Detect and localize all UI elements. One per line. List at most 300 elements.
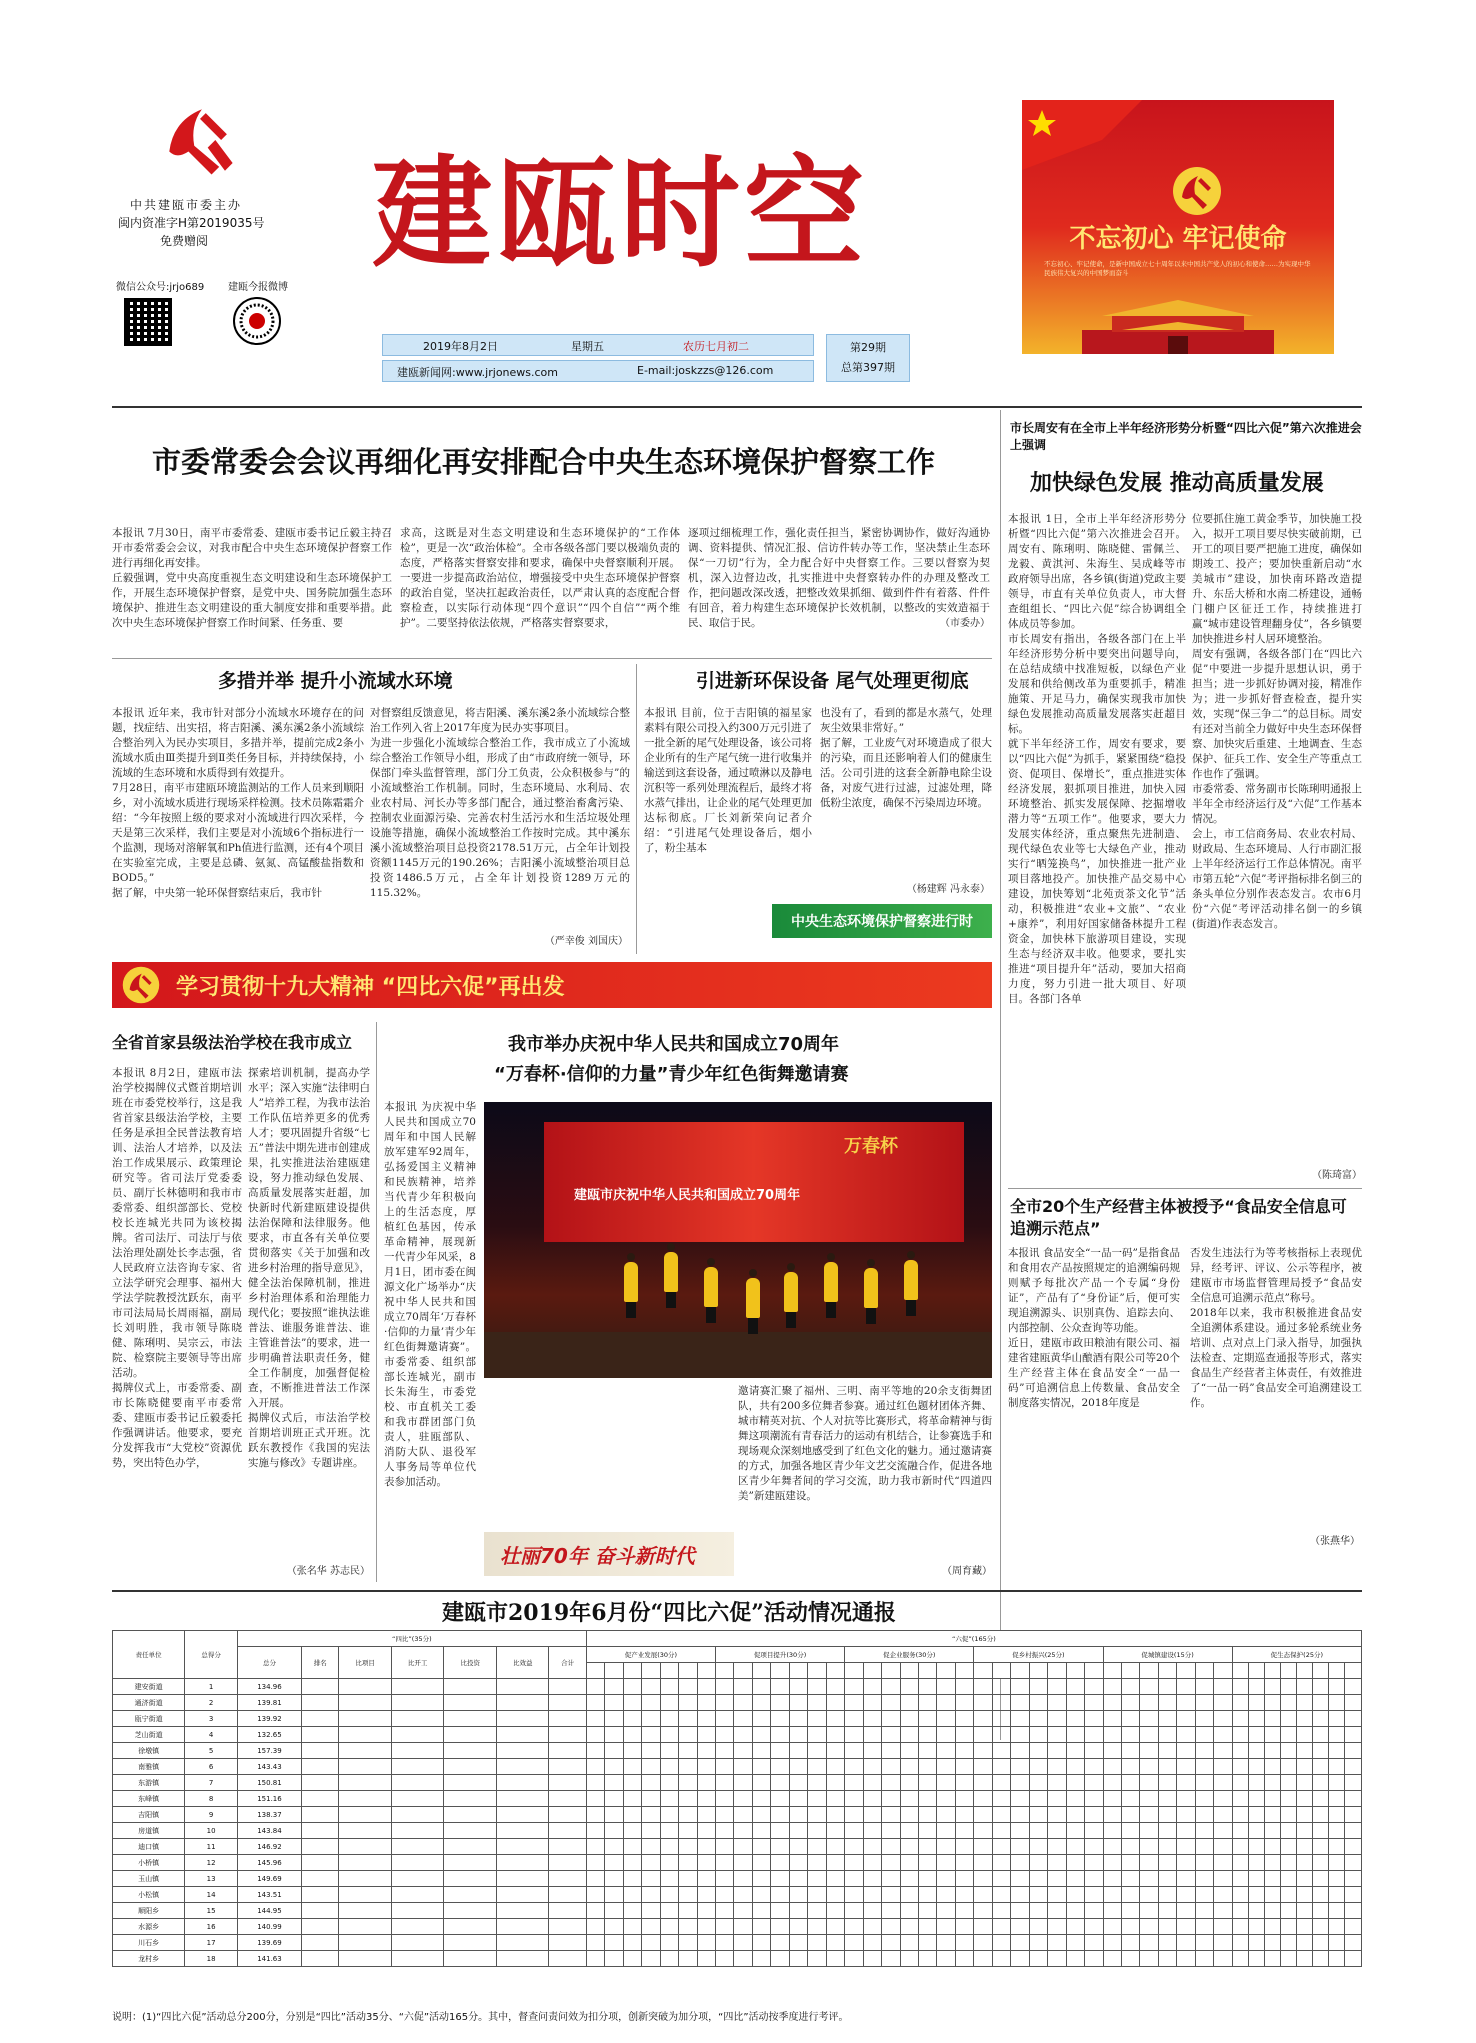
table-cell: [808, 1695, 826, 1711]
row-total: 141.63: [237, 1951, 301, 1967]
sub-group-header: 促企业服务(30分): [845, 1647, 974, 1663]
table-cell: [1281, 1695, 1297, 1711]
table-cell: [1214, 1839, 1232, 1855]
email-link[interactable]: E-mail:joskzzs@126.com: [637, 364, 774, 377]
lead-col-3: 逐项过细梳理工作，强化责任担当，紧密协调协作，做好沟通协调、资料提供、情况汇报、信访件转办等工作，坚决禁止生态环保“一刀切”行为，全力配合好中央督察工作。三要以督察为契机，深入边督边改，扎实推进中央督察转办件的办理及整改工作，把问题改深改透，把整改效果抓细、做到件件有着落、件件有回音，着力构建生态环境保护长效机制，以整改的实效造福于民、取信于民。: [688, 527, 990, 629]
table-cell: [496, 1807, 549, 1823]
table-cell: [974, 1903, 992, 1919]
row-unit: 小桥镇: [113, 1855, 185, 1871]
table-cell: [642, 1711, 660, 1727]
table-cell: [1103, 1695, 1121, 1711]
table-row: [113, 1887, 1362, 1903]
table-cell: [1066, 1695, 1084, 1711]
table-cell: [1103, 1775, 1121, 1791]
sub-group-header: 促生态保护(25分): [1232, 1647, 1361, 1663]
table-cell: [496, 1679, 549, 1695]
table-cell: [1011, 1695, 1029, 1711]
table-cell: [955, 1727, 973, 1743]
table-cell: [1029, 1839, 1047, 1855]
row-unit: 川石乡: [113, 1935, 185, 1951]
table-cell: [549, 1903, 586, 1919]
table-cell: [918, 1743, 936, 1759]
table-cell: [1177, 1759, 1195, 1775]
table-cell: [974, 1711, 992, 1727]
table-cell: [752, 1887, 770, 1903]
table-cell: [496, 1775, 549, 1791]
dancer: [704, 1267, 718, 1307]
table-cell: [715, 1855, 733, 1871]
row-rank: 11: [185, 1839, 238, 1855]
table-cell: [918, 1951, 936, 1967]
photo-stage-sign: 建瓯市庆祝中华人民共和国成立70周年: [574, 1188, 801, 1203]
table-cell: [1066, 1775, 1084, 1791]
table-cell: [1329, 1903, 1345, 1919]
table-cell: [1121, 1903, 1139, 1919]
table-cell: [992, 1807, 1010, 1823]
table-cell: [549, 1823, 586, 1839]
table-cell: [771, 1775, 789, 1791]
right-col-1: 本报讯 1日，全市上半年经济形势分析暨“四比六促”第六次推进会召开。周安有、陈琍明、陈晓健、雷佩兰、龙毅、黄淇河、朱海生、吴成峰等市政府领导出席，各乡镇(街道)党政主要领导，市直有关单位负责人，市大督查组组长、“四比六促”综合协调组全体成员等参加。 市长周安有指出，各级各部门在上半年经济形势分析中要突出问题导向，在总结成绩中找准短板，以绿色产业发展和供给侧改革为重要抓手，精准施策、开足马力，确保实现我市加快绿色发展推动高质量发展落实赶超目标。 就下半年经济工作，周安有要求，要以“四比六促”为抓手，紧紧围绕“稳投资、促项目、保增长”，重点推进实体经济发展，狠抓项目推进，加快入园环境整治、抓实发展保障、挖掘增收潜力等“五项工作”。他要求，要大力发展实体经济，重点聚焦先进制造、现代绿色农业等七大绿色产业，推动实行“晒笼换鸟”，加快推进一批产业项目落地投产。加快推产品交易中心建设，加快筹划“北苑贡茶文化节”活动，积极推进“农业+文旅”、“农业+康养”，利用好国家储备林提升工程资金，加快林下旅游项目建设，实现生态与经济双丰收。他要求，要扎实推进“项目提升年”活动，要加大招商力度，努力引进一批大项目、好项目。各部门各单: [1008, 513, 1186, 1005]
table-cell: [444, 1823, 497, 1839]
table-cell: [391, 1679, 444, 1695]
table-cell: [660, 1951, 678, 1967]
table-cell: [734, 1695, 752, 1711]
table-cell: [1029, 1807, 1047, 1823]
table-cell: [444, 1839, 497, 1855]
table-cell: [1029, 1679, 1047, 1695]
table-cell: [900, 1807, 918, 1823]
table-cell: [734, 1871, 752, 1887]
table-cell: [660, 1727, 678, 1743]
table-cell: [660, 1887, 678, 1903]
table-cell: [1264, 1711, 1280, 1727]
table-cell: [974, 1775, 992, 1791]
table-cell: [992, 1871, 1010, 1887]
row-unit: 东游镇: [113, 1775, 185, 1791]
row-rank: 2: [185, 1695, 238, 1711]
table-cell: [444, 1759, 497, 1775]
table-cell: [826, 1711, 844, 1727]
table-cell: [1140, 1695, 1158, 1711]
table-cell: [955, 1903, 973, 1919]
table-cell: [586, 1855, 604, 1871]
table-cell: [1195, 1887, 1213, 1903]
table-cell: [789, 1855, 807, 1871]
table-cell: [1066, 1935, 1084, 1951]
table-cell: [1177, 1935, 1195, 1951]
table-cell: [1214, 1679, 1232, 1695]
table-cell: [1121, 1855, 1139, 1871]
row-total: 157.39: [237, 1743, 301, 1759]
table-cell: [826, 1951, 844, 1967]
table-cell: [697, 1759, 715, 1775]
col-header-unit: 责任单位: [113, 1631, 185, 1679]
table-cell: [1140, 1887, 1158, 1903]
table-row: [113, 1759, 1362, 1775]
table-cell: [1048, 1679, 1066, 1695]
table-cell: [444, 1807, 497, 1823]
table-cell: [918, 1807, 936, 1823]
section1-col-1: 本报讯 近年来，我市针对部分小流域水环境存在的问题，找症结、出实招，将吉阳溪、溪东溪2条小流域综合整治列入为民办实项目，多措并举，提前完成2条小流域水质由Ⅲ类提升到Ⅱ类任务目标，并持续保持，小流域的生态环境和水质得到有效提升。 7月28日，南平市建瓯环境监测站的工作人员来到顺阳乡，对小流域水质进行现场采样检测。技术员陈霜霜介绍：“今年按照上级的要求对小流域进行四次采样，今天是第三次采样，我们主要是对小流域6个指标进行一个监测，现场对溶解氧和Ph值进行监测，还有4个项目在实验室完成，主要是总磷、氨氮、高锰酸盐指数和BOD5。” 据了解，中央第一轮环保督察结束后，我市针: [112, 707, 364, 899]
dancer: [746, 1278, 760, 1318]
row-total: 139.92: [237, 1711, 301, 1727]
table-cell: [660, 1871, 678, 1887]
table-cell: [789, 1759, 807, 1775]
table-cell: [1329, 1759, 1345, 1775]
table-cell: [1121, 1743, 1139, 1759]
table-cell: [863, 1791, 881, 1807]
table-cell: [1103, 1903, 1121, 1919]
table-cell: [623, 1839, 641, 1855]
table-cell: [900, 1855, 918, 1871]
table-cell: [1345, 1823, 1362, 1839]
table-cell: [605, 1791, 623, 1807]
table-cell: [660, 1775, 678, 1791]
sub-col-header: [1232, 1663, 1248, 1679]
table-cell: [845, 1807, 863, 1823]
table-cell: [1103, 1935, 1121, 1951]
table-cell: [937, 1711, 955, 1727]
table-cell: [444, 1679, 497, 1695]
table-cell: [549, 1839, 586, 1855]
table-cell: [752, 1951, 770, 1967]
table-cell: [734, 1823, 752, 1839]
table-cell: [992, 1759, 1010, 1775]
table-row: [113, 1695, 1362, 1711]
table-cell: [845, 1743, 863, 1759]
table-cell: [1214, 1903, 1232, 1919]
table-cell: [444, 1919, 497, 1935]
table-cell: [1158, 1807, 1176, 1823]
table-cell: [826, 1727, 844, 1743]
table-cell: [391, 1775, 444, 1791]
table-cell: [882, 1711, 900, 1727]
table-cell: [496, 1855, 549, 1871]
table-cell: [808, 1871, 826, 1887]
table-cell: [1214, 1695, 1232, 1711]
row-total: 150.81: [237, 1775, 301, 1791]
sub-group-header: 促城镇建设(15分): [1103, 1647, 1232, 1663]
table-cell: [974, 1887, 992, 1903]
table-cell: [808, 1903, 826, 1919]
table-cell: [605, 1855, 623, 1871]
table-cell: [1345, 1935, 1362, 1951]
table-cell: [1140, 1903, 1158, 1919]
table-cell: [1103, 1951, 1121, 1967]
sub-col-header: [1329, 1663, 1345, 1679]
table-cell: [1195, 1855, 1213, 1871]
row-total: 144.95: [237, 1903, 301, 1919]
table-cell: [918, 1695, 936, 1711]
table-cell: [771, 1807, 789, 1823]
table-cell: [955, 1855, 973, 1871]
table-cell: [918, 1903, 936, 1919]
table-cell: [391, 1743, 444, 1759]
table-cell: [1158, 1855, 1176, 1871]
table-cell: [549, 1727, 586, 1743]
table-cell: [752, 1695, 770, 1711]
table-cell: [1281, 1727, 1297, 1743]
table-cell: [1158, 1839, 1176, 1855]
table-cell: [918, 1823, 936, 1839]
dancer: [624, 1262, 638, 1302]
table-cell: [918, 1919, 936, 1935]
table-cell: [1297, 1903, 1313, 1919]
table-cell: [1066, 1791, 1084, 1807]
table-cell: [1232, 1839, 1248, 1855]
table-cell: [1048, 1919, 1066, 1935]
divider: [376, 1022, 377, 1582]
table-cell: [1281, 1903, 1297, 1919]
table-cell: [1085, 1807, 1103, 1823]
table-cell: [1329, 1791, 1345, 1807]
table-cell: [937, 1807, 955, 1823]
table-cell: [715, 1743, 733, 1759]
table-cell: [586, 1743, 604, 1759]
food-headline: 全市20个生产经营主体被授予“食品安全信息可追溯示范点”: [1010, 1197, 1347, 1238]
sub-col-header: [1066, 1663, 1084, 1679]
table-cell: [391, 1791, 444, 1807]
table-cell: [1297, 1807, 1313, 1823]
wechat-qr-code[interactable]: [124, 298, 172, 346]
table-cell: [642, 1791, 660, 1807]
table-cell: [1232, 1743, 1248, 1759]
table-cell: [1048, 1951, 1066, 1967]
table-cell: [549, 1919, 586, 1935]
table-cell: [955, 1807, 973, 1823]
sub-col-header: [1121, 1663, 1139, 1679]
table-cell: [1158, 1775, 1176, 1791]
section2-headline: 引进新环保设备 尾气处理更彻底: [696, 670, 969, 692]
table-cell: [1214, 1743, 1232, 1759]
table-cell: [1195, 1711, 1213, 1727]
table-cell: [1214, 1791, 1232, 1807]
table-cell: [660, 1711, 678, 1727]
table-cell: [1029, 1727, 1047, 1743]
table-cell: [1085, 1823, 1103, 1839]
row-unit: 水源乡: [113, 1919, 185, 1935]
table-cell: [1029, 1823, 1047, 1839]
table-cell: [1248, 1855, 1264, 1871]
row-unit: 瓯宁街道: [113, 1711, 185, 1727]
table-cell: [1085, 1839, 1103, 1855]
table-cell: [391, 1807, 444, 1823]
table-row: [113, 1839, 1362, 1855]
sub-col-header: [1103, 1663, 1121, 1679]
issue-box: [826, 334, 910, 382]
table-cell: [845, 1823, 863, 1839]
table-cell: [1297, 1711, 1313, 1727]
table-cell: [1103, 1743, 1121, 1759]
table-cell: [1177, 1727, 1195, 1743]
table-cell: [715, 1695, 733, 1711]
table-cell: [882, 1775, 900, 1791]
table-cell: [1329, 1887, 1345, 1903]
banner-slogan: 不忘初心 牢记使命: [1069, 224, 1287, 254]
table-cell: [586, 1839, 604, 1855]
table-cell: [955, 1791, 973, 1807]
table-cell: [845, 1871, 863, 1887]
sub-col-header: [882, 1663, 900, 1679]
table-cell: [1329, 1871, 1345, 1887]
table-cell: [752, 1855, 770, 1871]
table-cell: [845, 1775, 863, 1791]
table-cell: [1232, 1679, 1248, 1695]
masthead: [0, 0, 1476, 400]
table-cell: [826, 1759, 844, 1775]
table-cell: [1248, 1807, 1264, 1823]
table-cell: [339, 1823, 392, 1839]
table-cell: [1214, 1855, 1232, 1871]
table-cell: [1248, 1935, 1264, 1951]
table-cell: [697, 1679, 715, 1695]
table-cell: [1048, 1775, 1066, 1791]
table-cell: [1313, 1807, 1329, 1823]
red-banner-title: 学习贯彻十九大精神 “四比六促”再出发: [176, 975, 565, 1000]
table-cell: [697, 1855, 715, 1871]
table-cell: [771, 1887, 789, 1903]
website-link[interactable]: 建瓯新闻网:www.jrjonews.com: [397, 366, 559, 379]
table-cell: [1195, 1903, 1213, 1919]
table-cell: [1329, 1919, 1345, 1935]
table-cell: [1103, 1887, 1121, 1903]
table-cell: [623, 1775, 641, 1791]
table-cell: [715, 1871, 733, 1887]
table-cell: [605, 1727, 623, 1743]
table-cell: [937, 1743, 955, 1759]
sub-col-header: [1177, 1663, 1195, 1679]
table-cell: [679, 1711, 697, 1727]
table-cell: [1264, 1775, 1280, 1791]
table-cell: [1297, 1791, 1313, 1807]
table-cell: [444, 1951, 497, 1967]
table-cell: [1048, 1759, 1066, 1775]
row-unit: 吉阳镇: [113, 1807, 185, 1823]
table-cell: [1029, 1743, 1047, 1759]
table-cell: [789, 1695, 807, 1711]
table-cell: [715, 1823, 733, 1839]
issue-number: 第29期: [850, 341, 886, 354]
table-cell: [1140, 1935, 1158, 1951]
table-cell: [1121, 1887, 1139, 1903]
table-cell: [1066, 1711, 1084, 1727]
table-cell: [992, 1695, 1010, 1711]
table-cell: [1029, 1711, 1047, 1727]
table-row: [113, 1791, 1362, 1807]
table-cell: [845, 1727, 863, 1743]
table-cell: [642, 1871, 660, 1887]
table-cell: [863, 1919, 881, 1935]
table-cell: [1085, 1855, 1103, 1871]
table-cell: [752, 1727, 770, 1743]
table-cell: [586, 1791, 604, 1807]
lead-col-1: 本报讯 7月30日，南平市委常委、建瓯市委书记丘毅主持召开市委常委会会议，对我市配合中央生态环境保护督察工作进行再细化再安排。 丘毅强调，党中央高度重视生态文明建设和生态环境保护工作，开展生态环境保护督察，是党中央、国务院加强生态环境保护、推进生态文明建设的重大制度安排和重要举措。此次中央生态环境保护督察工作时间紧、任务重、要: [112, 527, 392, 629]
table-cell: [623, 1823, 641, 1839]
table-cell: [1248, 1919, 1264, 1935]
table-cell: [1281, 1935, 1297, 1951]
table-cell: [642, 1727, 660, 1743]
weibo-qr-icon[interactable]: [232, 296, 282, 346]
permit-text: 闽内资准字H第2019035号: [118, 216, 265, 230]
table-cell: [1140, 1791, 1158, 1807]
table-cell: [660, 1935, 678, 1951]
table-cell: [808, 1823, 826, 1839]
stage-floor: [484, 1332, 992, 1378]
table-cell: [496, 1791, 549, 1807]
dance-photo[interactable]: [484, 1102, 992, 1378]
table-cell: [1048, 1727, 1066, 1743]
dance-ad-banner: [484, 1532, 734, 1576]
table-cell: [1281, 1839, 1297, 1855]
table-cell: [1103, 1839, 1121, 1855]
table-cell: [900, 1775, 918, 1791]
table-cell: [302, 1807, 339, 1823]
table-cell: [586, 1935, 604, 1951]
sub-col-header: [1214, 1663, 1232, 1679]
sub-col-header: [992, 1663, 1010, 1679]
table-cell: [679, 1743, 697, 1759]
table-cell: [605, 1951, 623, 1967]
table-cell: [697, 1711, 715, 1727]
table-cell: [1232, 1759, 1248, 1775]
lead-headline: 市委常委会会议再细化再安排配合中央生态环境保护督察工作: [152, 445, 936, 479]
table-cell: [1297, 1919, 1313, 1935]
table-cell: [444, 1855, 497, 1871]
table-cell: [1066, 1823, 1084, 1839]
red-section-banner: [112, 962, 992, 1008]
table-cell: [900, 1951, 918, 1967]
table-cell: [391, 1951, 444, 1967]
table-cell: [391, 1935, 444, 1951]
table-cell: [789, 1871, 807, 1887]
table-cell: [697, 1791, 715, 1807]
table-cell: [1345, 1791, 1362, 1807]
table-row: [113, 1807, 1362, 1823]
table-cell: [1195, 1823, 1213, 1839]
table-cell: [918, 1887, 936, 1903]
row-total: 143.51: [237, 1887, 301, 1903]
sub-col-header: [1158, 1663, 1176, 1679]
table-cell: [1029, 1855, 1047, 1871]
table-cell: [496, 1759, 549, 1775]
table-cell: [808, 1727, 826, 1743]
table-cell: [715, 1711, 733, 1727]
table-cell: [1140, 1855, 1158, 1871]
table-cell: [1281, 1871, 1297, 1887]
table-cell: [1329, 1935, 1345, 1951]
table-cell: [1297, 1679, 1313, 1695]
table-cell: [1195, 1743, 1213, 1759]
table-cell: [1297, 1887, 1313, 1903]
table-cell: [1214, 1807, 1232, 1823]
table-cell: [339, 1871, 392, 1887]
table-cell: [974, 1807, 992, 1823]
row-total: 146.92: [237, 1839, 301, 1855]
table-cell: [734, 1727, 752, 1743]
table-cell: [1329, 1775, 1345, 1791]
sub-col-header: [1345, 1663, 1362, 1679]
table-cell: [752, 1839, 770, 1855]
table-cell: [642, 1679, 660, 1695]
row-total: 143.43: [237, 1759, 301, 1775]
table-cell: [1313, 1759, 1329, 1775]
table-cell: [605, 1823, 623, 1839]
table-cell: [771, 1679, 789, 1695]
table-cell: [1345, 1679, 1362, 1695]
flag-icon: [1022, 100, 1142, 170]
table-cell: [863, 1775, 881, 1791]
sub-col-header: [642, 1663, 660, 1679]
